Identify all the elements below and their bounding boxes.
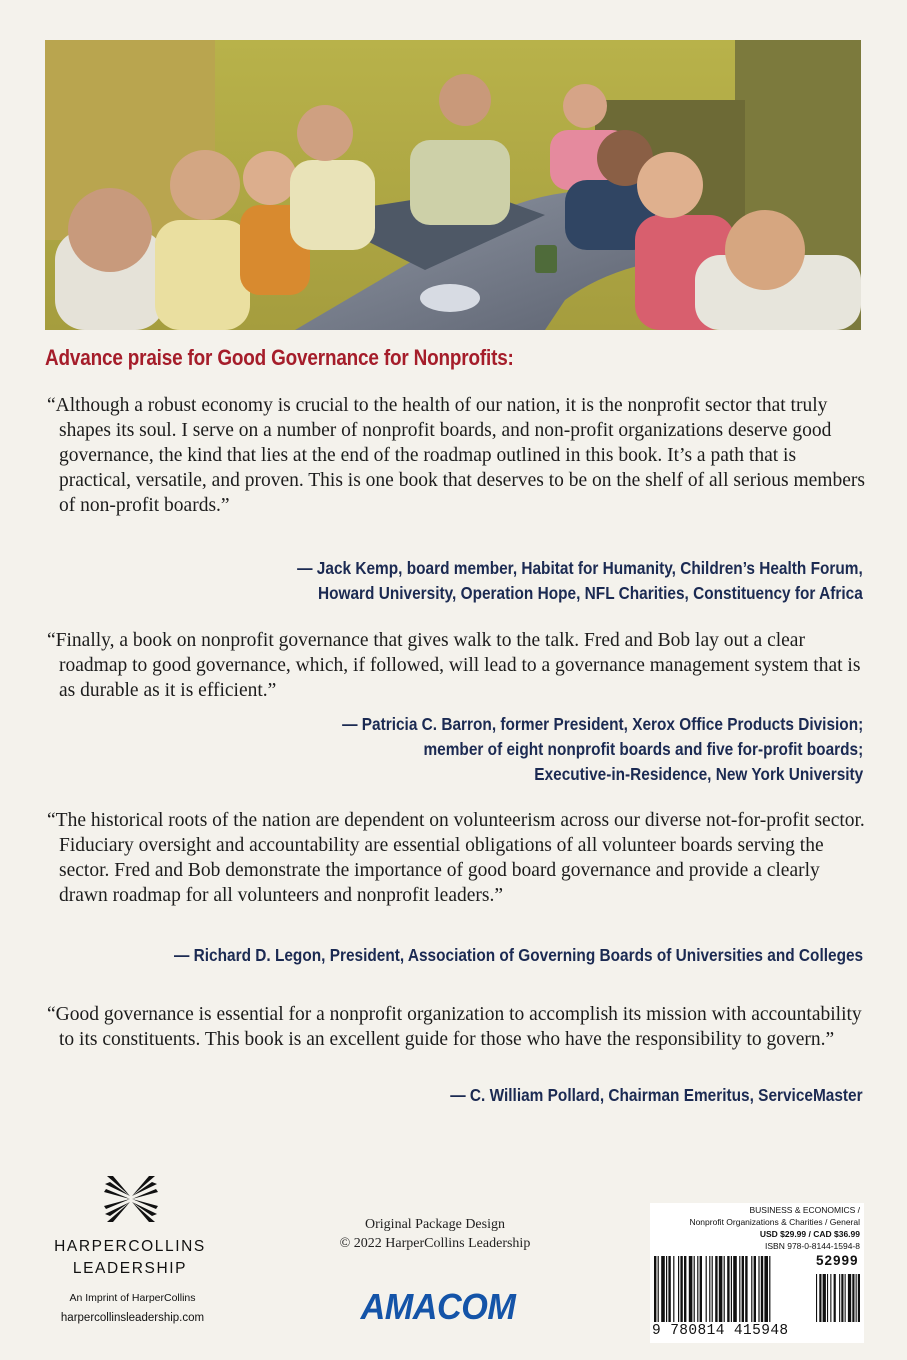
quote-text: “Although a robust economy is crucial to the health of our nation, it is the nonprofit sector that truly shapes its soul. I serve on a number of nonprofit boards, and non-profit organizations deserve good governance, the kind that lies at the end of the roadmap outlined in this book. It’s a path that is practical, versatile, and proven. This is one book that deserves to be on the shelf of all serious members of non-profit boards.” [47, 395, 865, 516]
barcode-bar [678, 1256, 679, 1322]
barcode-bar [697, 1256, 698, 1322]
barcode-bar [719, 1256, 723, 1322]
barcode-bar [668, 1256, 670, 1322]
board-meeting-photo [45, 40, 861, 330]
barcode-bar [694, 1256, 695, 1322]
barcode-supplement-bar [852, 1274, 854, 1322]
bisac-category: BUSINESS & ECONOMICS / [749, 1205, 860, 1215]
barcode-supplement-bar [823, 1274, 826, 1322]
barcode-supplement-bar [858, 1274, 860, 1322]
harpercollins-fire-water-icon [103, 1168, 159, 1230]
package-design-credit [330, 1215, 540, 1253]
barcode-supplement-bar [816, 1274, 817, 1322]
barcode-bar [742, 1256, 744, 1322]
attribution-line: member of eight nonprofit boards and five for-profit boards; [423, 739, 863, 759]
barcode-bar [680, 1256, 682, 1322]
quote-text: “Good governance is essential for a nonprofit organization to accomplish its mission with accountability to its constituents. This book is an excellent guide for those who have the responsibility to govern.” [47, 1004, 862, 1050]
publisher-name-line1: HARPERCOLLINS [54, 1238, 206, 1255]
attribution-line: — Richard D. Legon, President, Association of Governing Boards of Universities and Colleges [173, 945, 863, 965]
quote-text: “The historical roots of the nation are dependent on volunteerism across our diverse not-for-profit sector. Fiduciary oversight and accountability are essential obligations of all volunteer boards serving the sector. Fred and Bob demonstrate the importance of good board governance and provide a clearly drawn roadmap for all volunteers and nonprofit leaders.” [47, 810, 865, 906]
barcode-supplement-bar [819, 1274, 821, 1322]
barcode-bar [689, 1256, 693, 1322]
attribution-line: Howard University, Operation Hope, NFL Charities, Constituency for Africa [318, 583, 863, 603]
isbn: ISBN 978-0-8144-1594-8 [765, 1241, 860, 1251]
barcode-bar [684, 1256, 686, 1322]
quote-1 [47, 393, 865, 518]
barcode-digits: 9 780814 415948 [652, 1323, 789, 1339]
quote-2-attribution [271, 712, 863, 787]
barcode-bar [724, 1256, 725, 1322]
barcode-bar [658, 1256, 659, 1322]
imprint-note: An Imprint of HarperCollins [69, 1292, 196, 1304]
barcode-bar [709, 1256, 710, 1322]
barcode-bar [769, 1256, 770, 1322]
barcode-supplement-bar [827, 1274, 828, 1322]
attribution-line: — Jack Kemp, board member, Habitat for Humanity, Children’s Health Forum, [297, 558, 863, 578]
barcode-bar [712, 1256, 713, 1322]
barcode-bar [666, 1256, 667, 1322]
barcode-bar [754, 1256, 756, 1322]
quote-4-attribution [394, 1083, 863, 1108]
attribution-line: Executive-in-Residence, New York University [534, 764, 863, 784]
amacom-logo: AMACOM [360, 1286, 516, 1327]
attribution-line: — C. William Pollard, Chairman Emeritus, ServiceMaster [450, 1085, 863, 1105]
barcode-bar [733, 1256, 737, 1322]
quote-1-attribution [220, 556, 863, 606]
barcode-supplement-bar [845, 1274, 846, 1322]
barcode-supplement-bar [856, 1274, 857, 1322]
barcode-bar [764, 1256, 768, 1322]
barcode-supplement-bar [834, 1274, 836, 1322]
barcode-supplement-bar [839, 1274, 840, 1322]
praise-heading: Advance praise for Good Governance for Nonprofits: [45, 345, 514, 370]
quote-4 [47, 1002, 865, 1052]
package-design-line: Original Package Design [365, 1217, 505, 1232]
bisac-subcategory: Nonprofit Organizations & Charities / General [689, 1217, 860, 1227]
barcode-bar [700, 1256, 702, 1322]
barcode-bar [661, 1256, 665, 1322]
barcode-bar [758, 1256, 759, 1322]
barcode-block [650, 1203, 864, 1343]
barcode-supplement-bar [830, 1274, 831, 1322]
copyright-line: © 2022 HarperCollins Leadership [339, 1236, 531, 1251]
barcode-bar [673, 1256, 674, 1322]
barcode-supplement-bar [848, 1274, 851, 1322]
barcode-bar [715, 1256, 717, 1322]
harpercollins-leadership-logo [45, 1236, 215, 1280]
barcode-bar [731, 1256, 732, 1322]
quote-3 [47, 808, 865, 908]
attribution-line: — Patricia C. Barron, former President, Xerox Office Products Division; [341, 714, 863, 734]
publisher-name-line2: LEADERSHIP [72, 1260, 188, 1277]
barcode-bar [745, 1256, 747, 1322]
quote-3-attribution [80, 943, 863, 968]
price-supplement: 52999 [816, 1253, 859, 1268]
barcode-bar [727, 1256, 729, 1322]
quote-2 [47, 628, 865, 703]
barcode-bar [751, 1256, 752, 1322]
price: USD $29.99 / CAD $36.99 [759, 1229, 860, 1239]
publisher-url: harpercollinsleadership.com [60, 1312, 205, 1324]
barcode-bar [654, 1256, 656, 1322]
barcode-supplement-bar [841, 1274, 843, 1322]
barcode-bar [706, 1256, 707, 1322]
quote-text: “Finally, a book on nonprofit governance that gives walk to the talk. Fred and Bob lay out a clear roadmap to good governance, which, if followed, will lead to a governance management system that is as durable as it is efficient.” [47, 630, 861, 701]
barcode-bar [761, 1256, 763, 1322]
barcode-bar [739, 1256, 740, 1322]
